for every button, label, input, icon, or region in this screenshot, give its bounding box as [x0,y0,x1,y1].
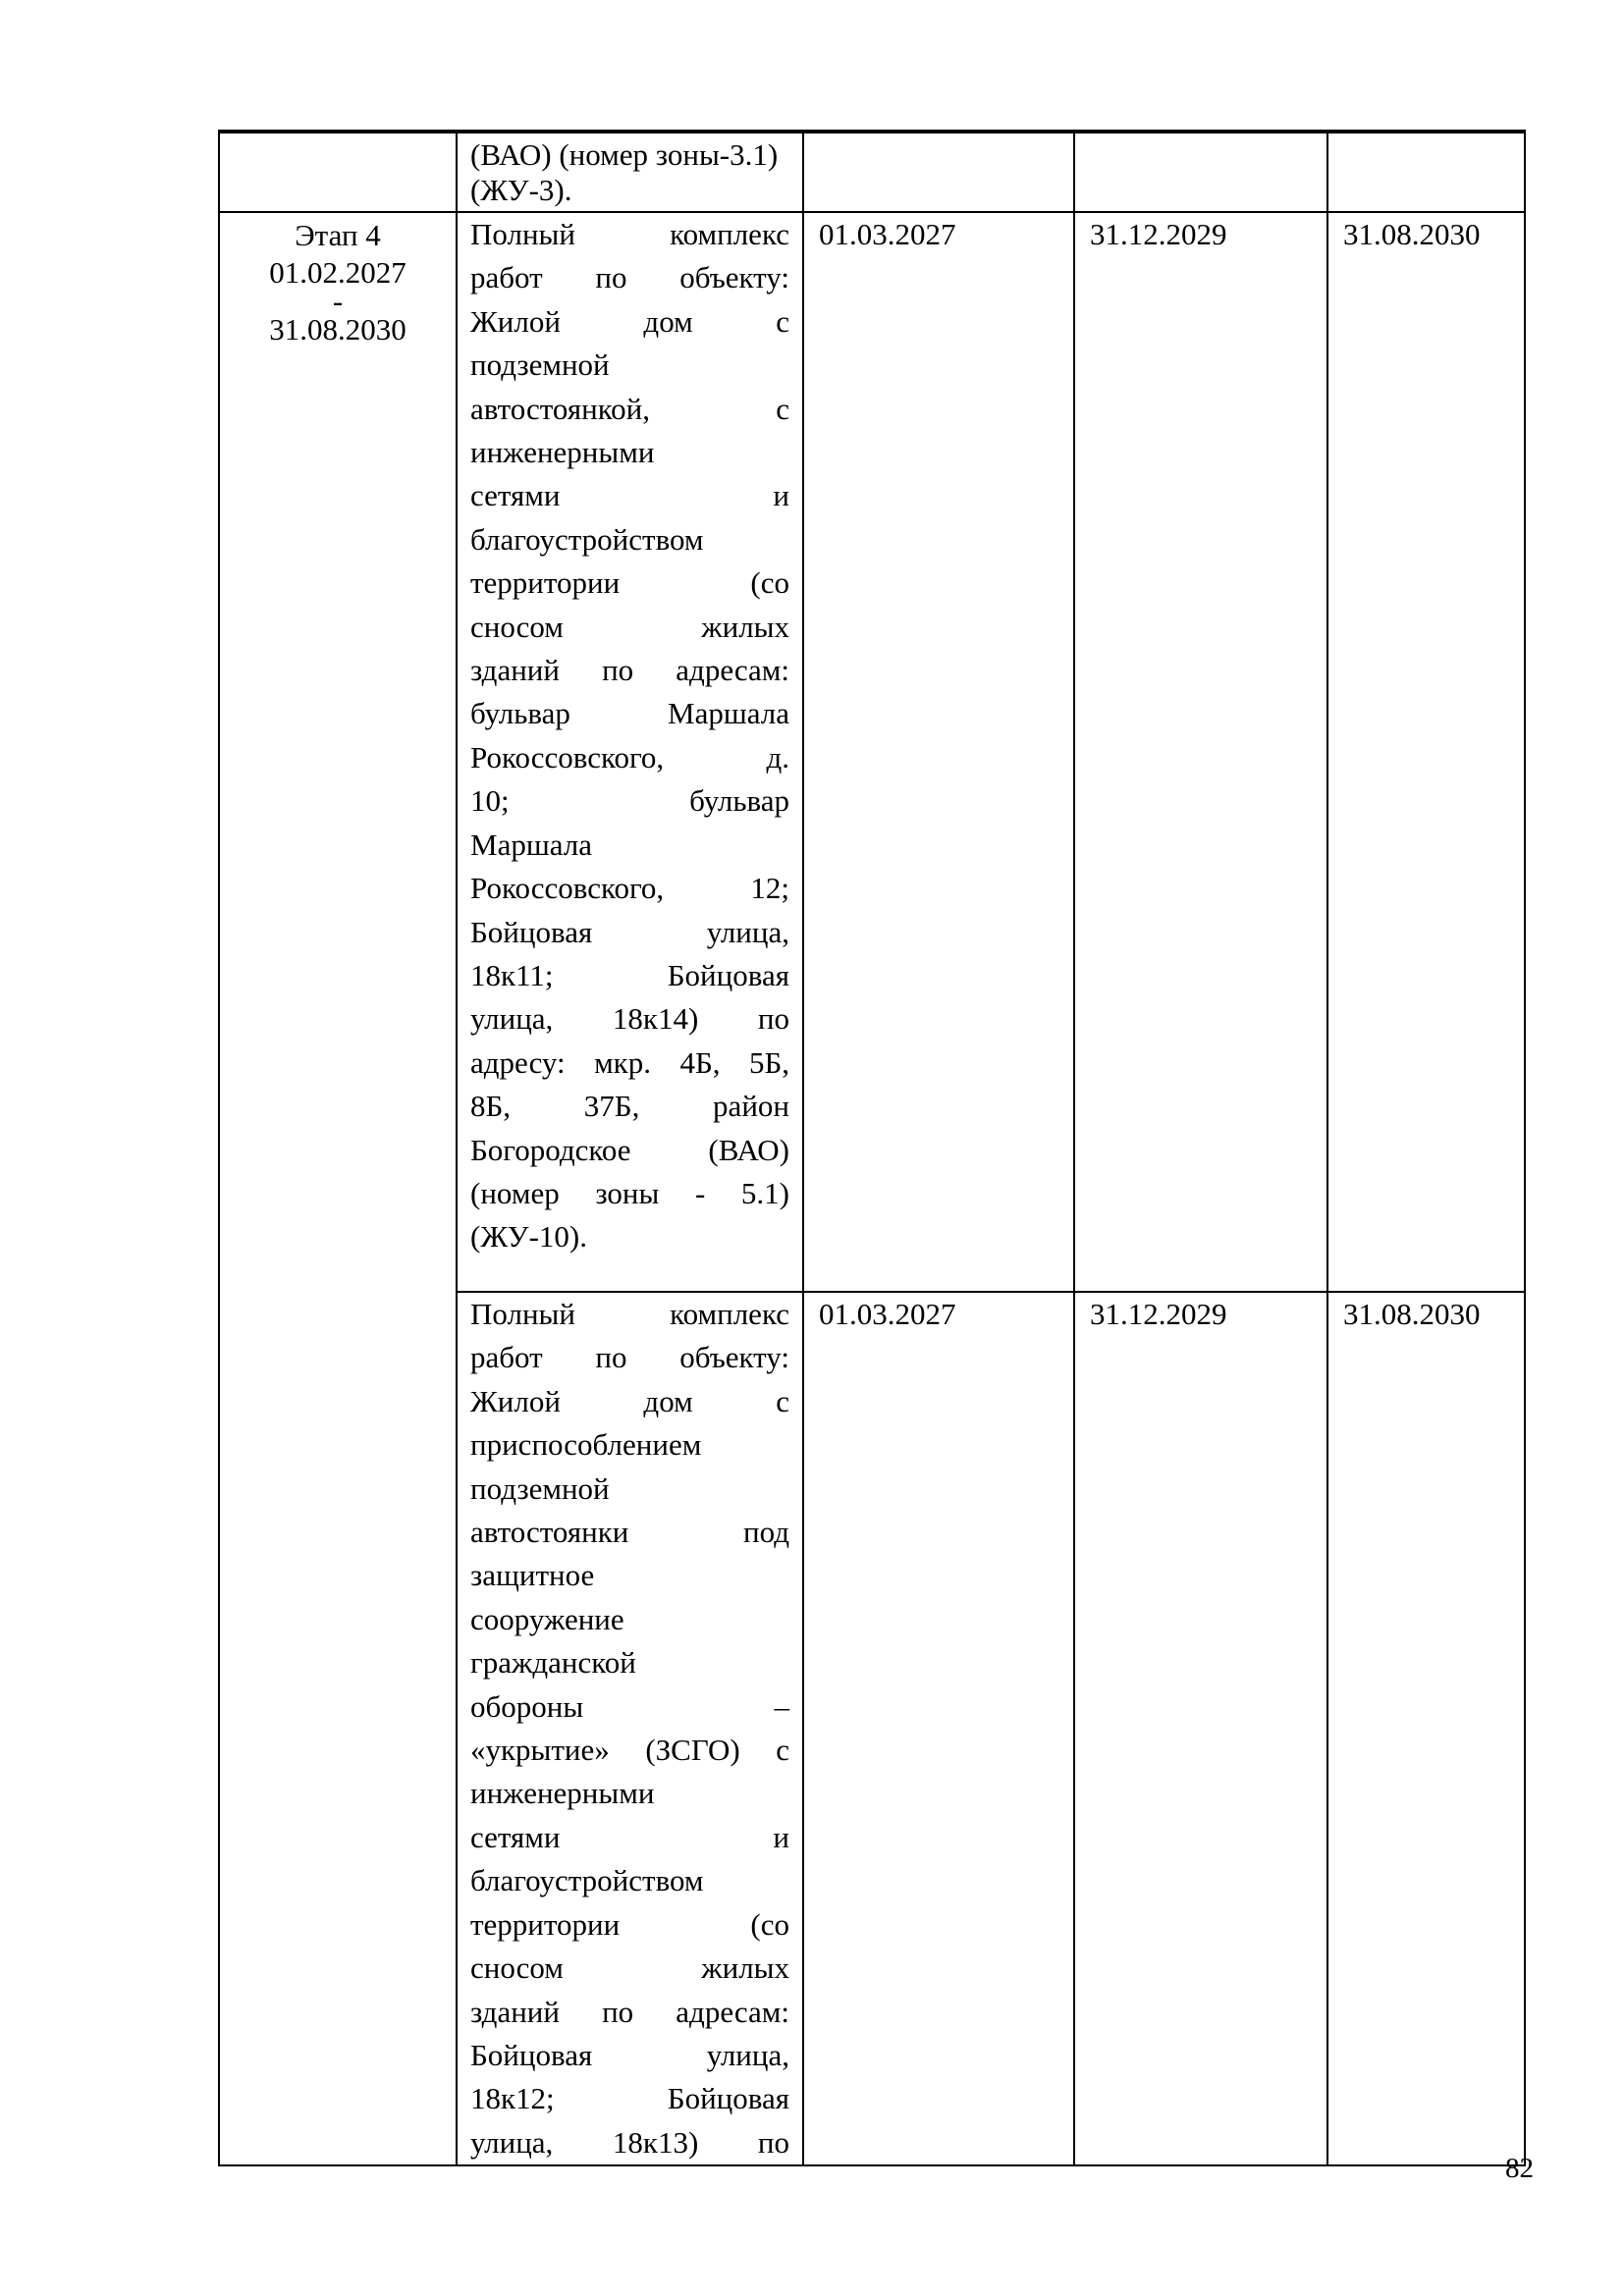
table-row [219,132,1525,212]
description-cell [457,132,803,212]
description-lines [470,213,789,1259]
description-line: сетями и [470,1819,789,1854]
description-cell [457,1292,803,2165]
description-line: Бойцовая улица, [470,2037,789,2072]
description-line: (ВАО) (номер зоны [470,137,720,172]
description-line: благоустройством [470,521,704,557]
start-date-cell: 01.03.2027 [803,1292,1074,2165]
description-line: Рокоссовского, 12; [470,871,789,906]
description-line: подземной [470,1470,610,1506]
description-line: защитное [470,1558,595,1593]
commission-date-cell: 31.08.2030 [1327,1292,1525,2165]
end-date-cell: 31.12.2029 [1074,1292,1327,2165]
description-line: 18к11; Бойцовая [470,957,789,992]
description-line: зданий по адресам: [470,1994,789,2029]
description-lines [470,137,789,208]
stage-dash: - [332,284,344,318]
description-line: инженерными [470,435,655,470]
description-line: зданий по адресам: [470,653,789,688]
description-line: (ЖУ-10). [470,1219,588,1255]
description-cell [457,212,803,1292]
stage-cell-empty [219,132,457,212]
stage-title: Этап 4 [295,218,381,252]
description-line: «укрытие» (ЗСГО) с [470,1733,789,1768]
description-line: инженерными [470,1776,655,1811]
description-line: автостоянки под [470,1515,789,1550]
stage-start: 01.02.2027 [269,255,406,290]
end-date-cell: 31.12.2029 [1074,212,1327,1292]
description-line: Жилой дом с [470,303,789,339]
description-line: подземной [470,347,610,383]
description-line: обороны – [470,1688,789,1724]
start-date-cell: 01.03.2027 [803,212,1074,1292]
description-line: работ по объекту: [470,1340,789,1375]
date-cell-empty [1074,132,1327,212]
description-line: сносом жилых [470,609,789,644]
description-line: сносом жилых [470,1950,789,1986]
description-line: работ по объекту: [470,260,789,295]
description-line: автостоянкой, с [470,391,789,426]
stage-cell [219,212,457,2165]
description-lines [470,1293,789,2164]
description-line: территории (со [470,565,789,601]
description-line: Рокоссовского, д. [470,739,789,774]
description-line: 10; бульвар [470,783,789,819]
page-number: 82 [1505,2153,1534,2184]
description-line: улица, 18к13) по [470,2124,789,2160]
schedule-table [218,130,1526,2166]
description-line: Жилой дом с [470,1383,789,1418]
description-line: бульвар Маршала [470,696,789,731]
description-line: сооружение [470,1601,624,1636]
description-line: приспособлением [470,1427,702,1463]
description-line: территории (со [470,1906,789,1942]
table-row [219,212,1525,1292]
description-line: сетями и [470,478,789,513]
description-line: 18к12; Бойцовая [470,2081,789,2116]
description-line: (номер зоны - 5.1) [470,1175,789,1210]
description-line: Маршала [470,827,592,862]
date-cell-empty [803,132,1074,212]
commission-date-cell: 31.08.2030 [1327,212,1525,1292]
description-line: адресу: мкр. 4Б, 5Б, [470,1044,789,1080]
description-line: благоустройством [470,1863,704,1898]
description-line: Бойцовая улица, [470,914,789,949]
description-line: Богородское (ВАО) [470,1132,789,1167]
stage-end: 31.08.2030 [269,312,406,347]
description-line: Полный комплекс [470,1297,789,1331]
description-line: улица, 18к14) по [470,1001,789,1037]
description-line: гражданской [470,1645,636,1681]
description-line: 8Б, 37Б, район [470,1089,789,1124]
date-cell-empty [1327,132,1525,212]
description-line: Полный комплекс [470,217,789,251]
description-line: -3.1) (ЖУ-3). [470,137,779,207]
